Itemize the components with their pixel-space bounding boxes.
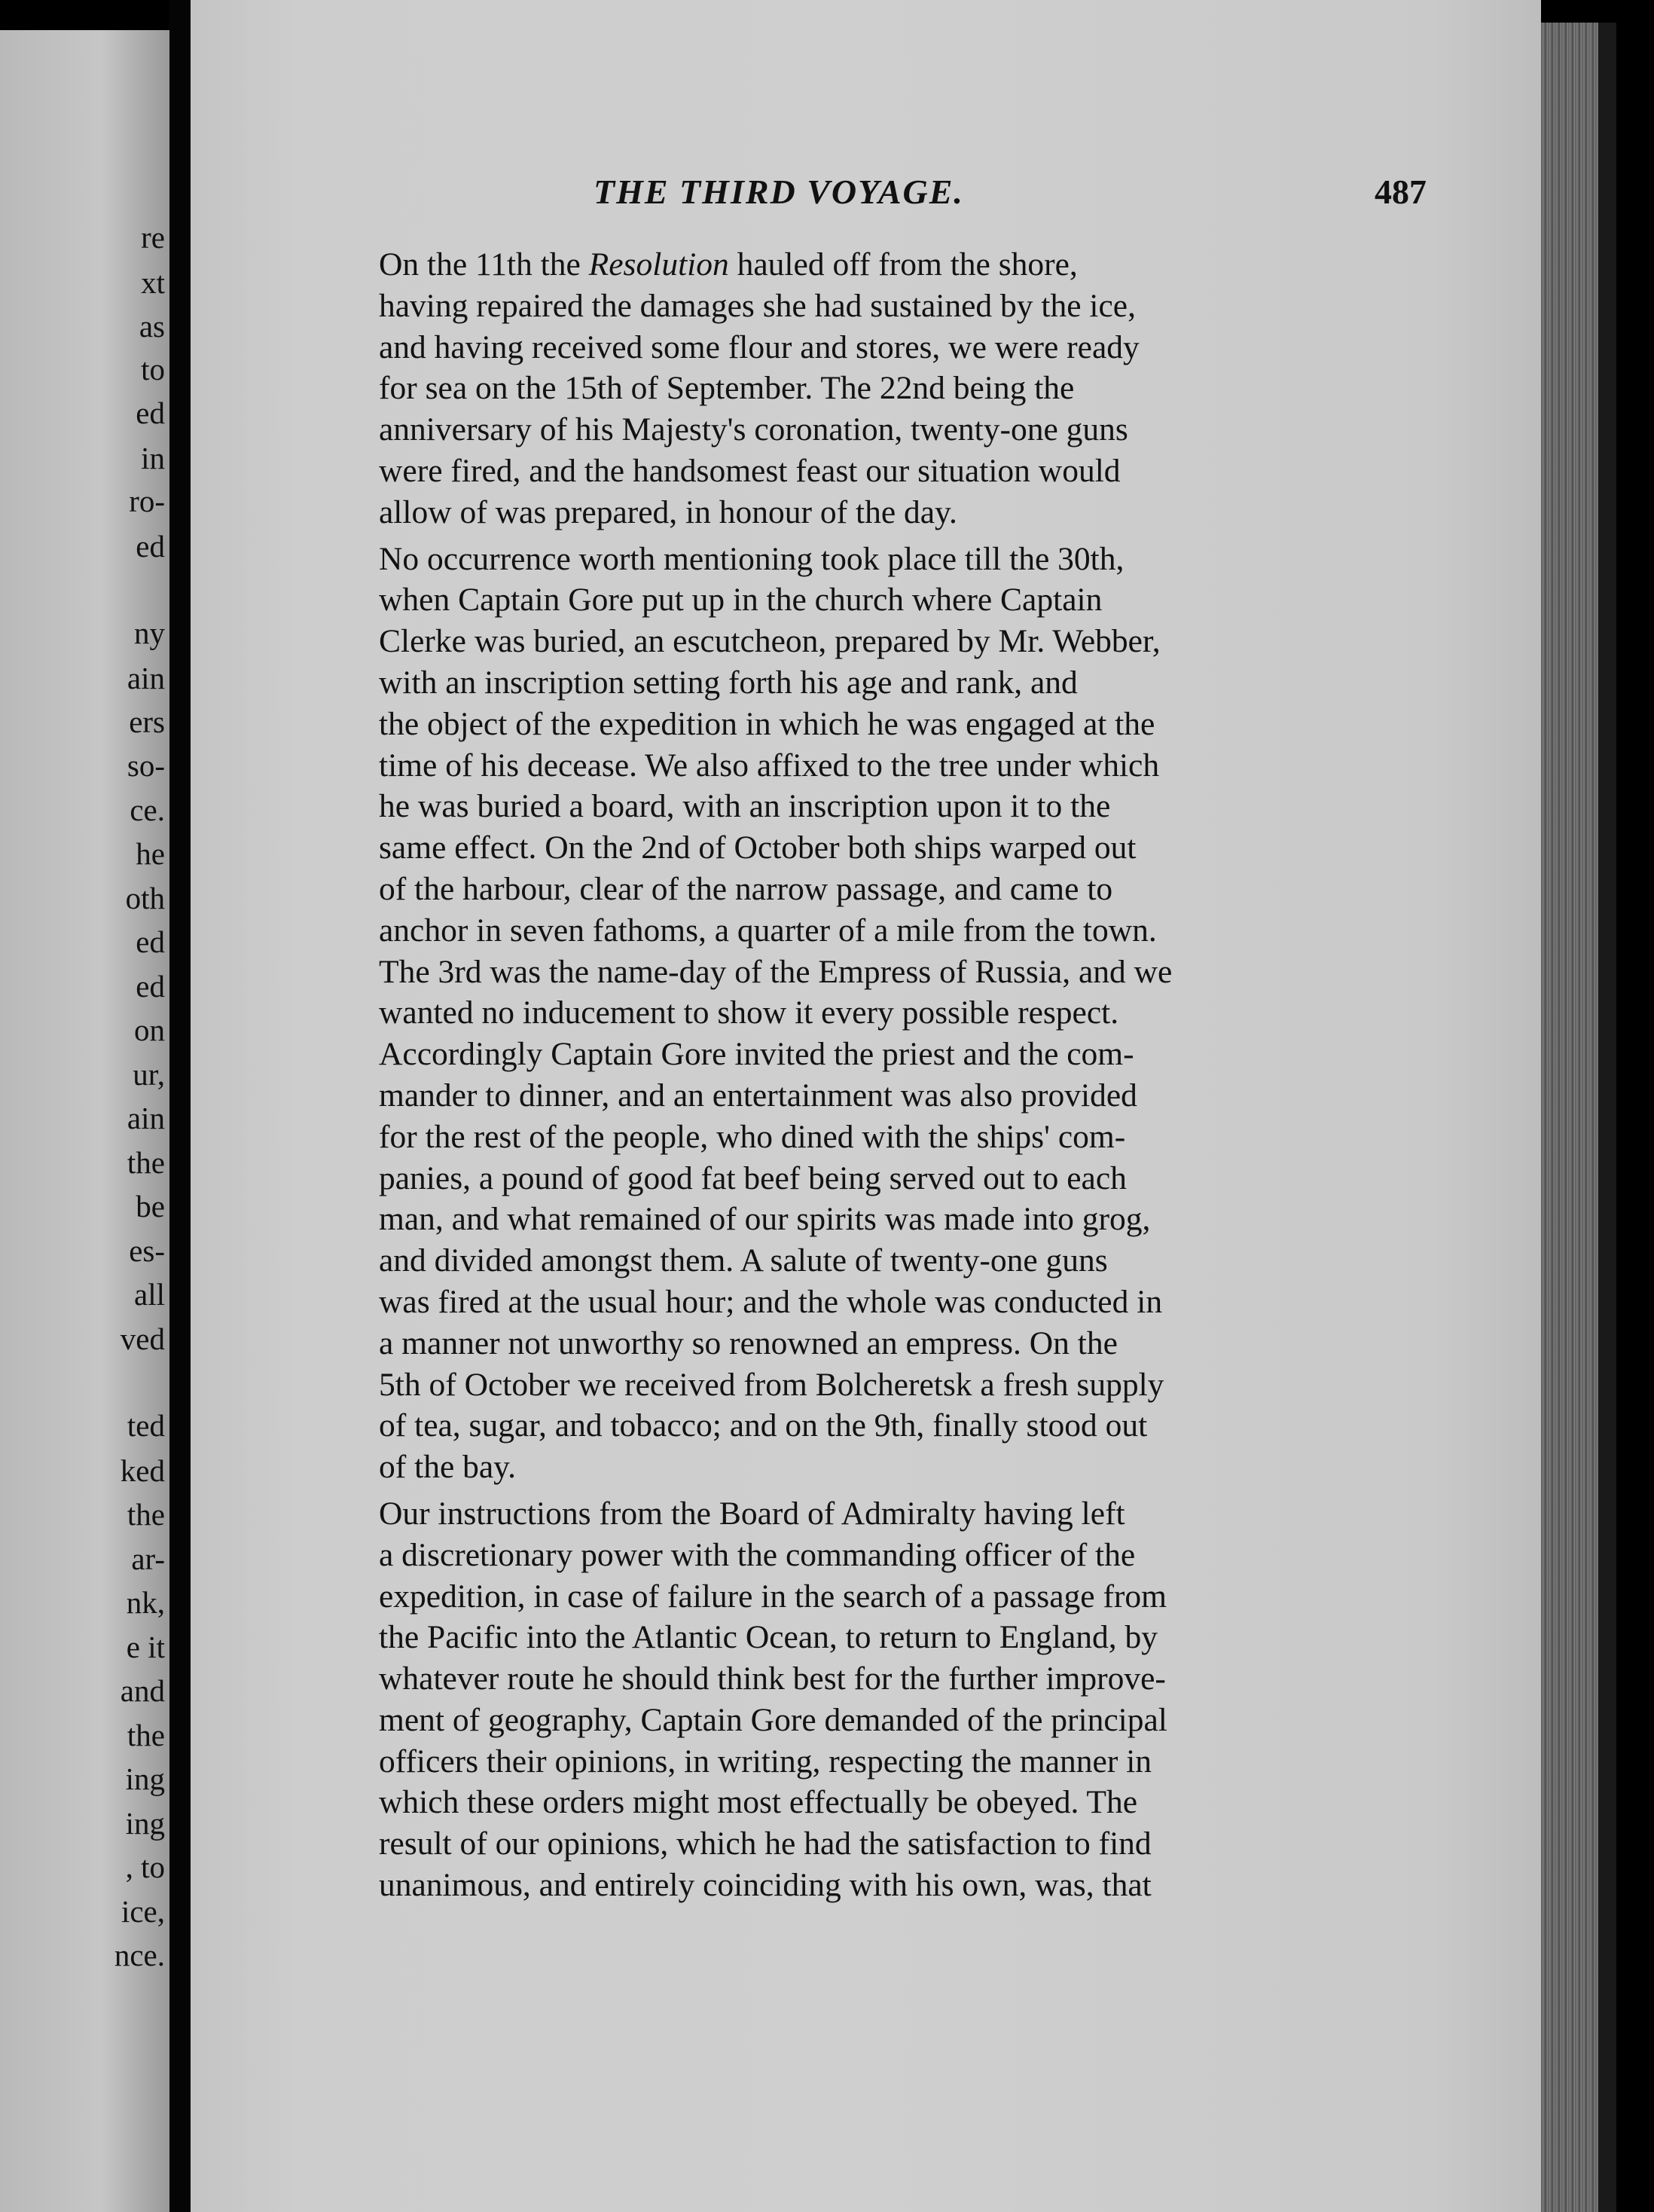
left-page-fragment: ice, [121,1894,165,1929]
left-page-fragment: ce. [130,793,165,827]
text-line: of the bay. [379,1449,516,1486]
book-page [191,0,1541,2212]
text-line: which these orders might most effectually be obeyed. The [379,1784,1138,1821]
left-page-fragment: ny [134,616,165,650]
left-page-fragment: he [136,836,165,871]
page-body [345,244,1490,1911]
page-number: 487 [1375,173,1427,211]
text-line: having repaired the damages she had sustained by the ice, [379,287,1136,324]
left-page-fragment: ur, [133,1057,165,1092]
text-line: 5th of October we received from Bolcheretsk a fresh supply [379,1366,1164,1403]
text-line: and having received some flour and stores, we were ready [379,328,1140,365]
text-run: hauled off from the shore, [728,246,1078,283]
text-line: panies, a pound of good fat beef being served out to each [379,1159,1127,1196]
text-line: of the harbour, clear of the narrow passage, and came to [379,870,1113,907]
text-line: result of our opinions, which he had the satisfaction to find [379,1826,1152,1862]
text-line: ment of geography, Captain Gore demanded of the principal [379,1701,1167,1738]
left-page-fragment: ved [120,1321,165,1356]
left-page-fragment: e it [126,1630,165,1664]
text-line: Accordingly Captain Gore invited the priest and the com- [379,1036,1134,1073]
ship-name: Resolution [588,246,729,283]
text-line: the object of the expedition in which he was engaged at the [379,705,1155,742]
left-facing-page [0,30,169,2212]
text-line: for sea on the 15th of September. The 22nd being the [379,370,1075,407]
text-line: with an inscription setting forth his age and rank, and [379,664,1078,701]
text-line: unanimous, and entirely coinciding with his own, was, that [379,1867,1152,1904]
text-line: he was buried a board, with an inscription upon it to the [379,788,1111,825]
left-page-fragment: oth [125,881,165,915]
text-line: time of his decease. We also affixed to the tree under which [379,747,1160,784]
left-page-fragment: ro- [129,484,165,518]
left-page-fragment: nk, [126,1585,165,1620]
left-page-fragment: ted [127,1408,165,1443]
left-page-fragment: ers [129,704,165,739]
left-page-fragment: the [127,1145,165,1180]
paragraph-1 [345,244,1490,533]
left-page-fragment: ain [127,661,165,695]
left-page-fragment: to [141,352,165,386]
text-line: officers their opinions, in writing, respecting the manner in [379,1743,1152,1780]
left-page-fragment: as [139,309,165,344]
text-line: Clerke was buried, an escutcheon, prepared by Mr. Webber, [379,623,1161,660]
text-line: of tea, sugar, and tobacco; and on the 9th, finally stood out [379,1407,1148,1444]
left-page-fragment: the [127,1497,165,1532]
text-line: a manner not unworthy so renowned an empress. On the [379,1324,1118,1361]
text-line [345,244,1490,286]
page-edge-shadow [1598,23,1616,2212]
text-line: The 3rd was the name-day of the Empress of Russia, and we [379,953,1173,990]
text-line: Our instructions from the Board of Admiralty having left [379,1495,1125,1532]
text-line: the Pacific into the Atlantic Ocean, to return to England, by [379,1619,1158,1656]
left-page-fragment: xt [141,265,165,300]
left-page-fragment: ar- [131,1541,165,1576]
text-line: man, and what remained of our spirits was made into grog, [379,1201,1151,1238]
page-gutter [169,0,191,2212]
left-page-fragment: in [141,441,165,475]
text-line: anchor in seven fathoms, a quarter of a mile from the town. [379,912,1157,949]
paragraph-2 [345,539,1490,1488]
left-page-fragment: ing [125,1806,165,1841]
left-page-fragment: all [134,1277,165,1312]
left-page-fragment: on [134,1013,165,1047]
text-line: whatever route he should think best for the further improve- [379,1661,1166,1697]
left-page-fragment: and [120,1673,165,1708]
text-line: No occurrence worth mentioning took place till the 30th, [379,540,1125,577]
left-page-fragment: ed [136,969,165,1004]
text-line: was fired at the usual hour; and the whole was conducted in [379,1283,1163,1320]
left-page-fragment: the [127,1718,165,1752]
text-line: anniversary of his Majesty's coronation, twenty-one guns [379,411,1128,448]
text-line: for the rest of the people, who dined with the ships' com- [379,1118,1126,1155]
page-edges [1541,23,1616,2212]
left-page-fragment: ing [125,1761,165,1796]
text-line: were fired, and the handsomest feast our situation would [379,452,1121,489]
text-line: expedition, in case of failure in the search of a passage from [379,1578,1167,1615]
text-line: allow of was prepared, in honour of the day. [379,493,957,530]
text-run: On the 11th the [379,246,589,283]
running-head [191,172,1541,217]
left-page-fragment: es- [129,1233,165,1268]
text-line: a discretionary power with the commanding officer of the [379,1536,1136,1573]
left-page-fragment: re [141,220,165,255]
left-page-fragment: ed [136,529,165,564]
left-page-fragment: so- [127,748,165,783]
text-line: same effect. On the 2nd of October both ships warped out [379,830,1137,866]
paragraph-3 [345,1493,1490,1906]
text-line: when Captain Gore put up in the church where Captain [379,582,1103,619]
left-page-fragment: nce. [114,1938,165,1972]
left-page-fragment: ked [120,1453,165,1488]
text-line: mander to dinner, and an entertainment was also provided [379,1077,1137,1114]
text-line: and divided amongst them. A salute of twenty-one guns [379,1242,1108,1279]
left-page-fragment: , to [125,1850,165,1884]
running-title: THE THIRD VOYAGE. [594,173,964,211]
left-page-fragment: be [136,1189,165,1224]
left-page-fragment: ain [127,1101,165,1135]
left-page-fragment: ed [136,396,165,430]
text-line: wanted no inducement to show it every possible respect. [379,994,1119,1031]
left-page-fragment: ed [136,924,165,959]
